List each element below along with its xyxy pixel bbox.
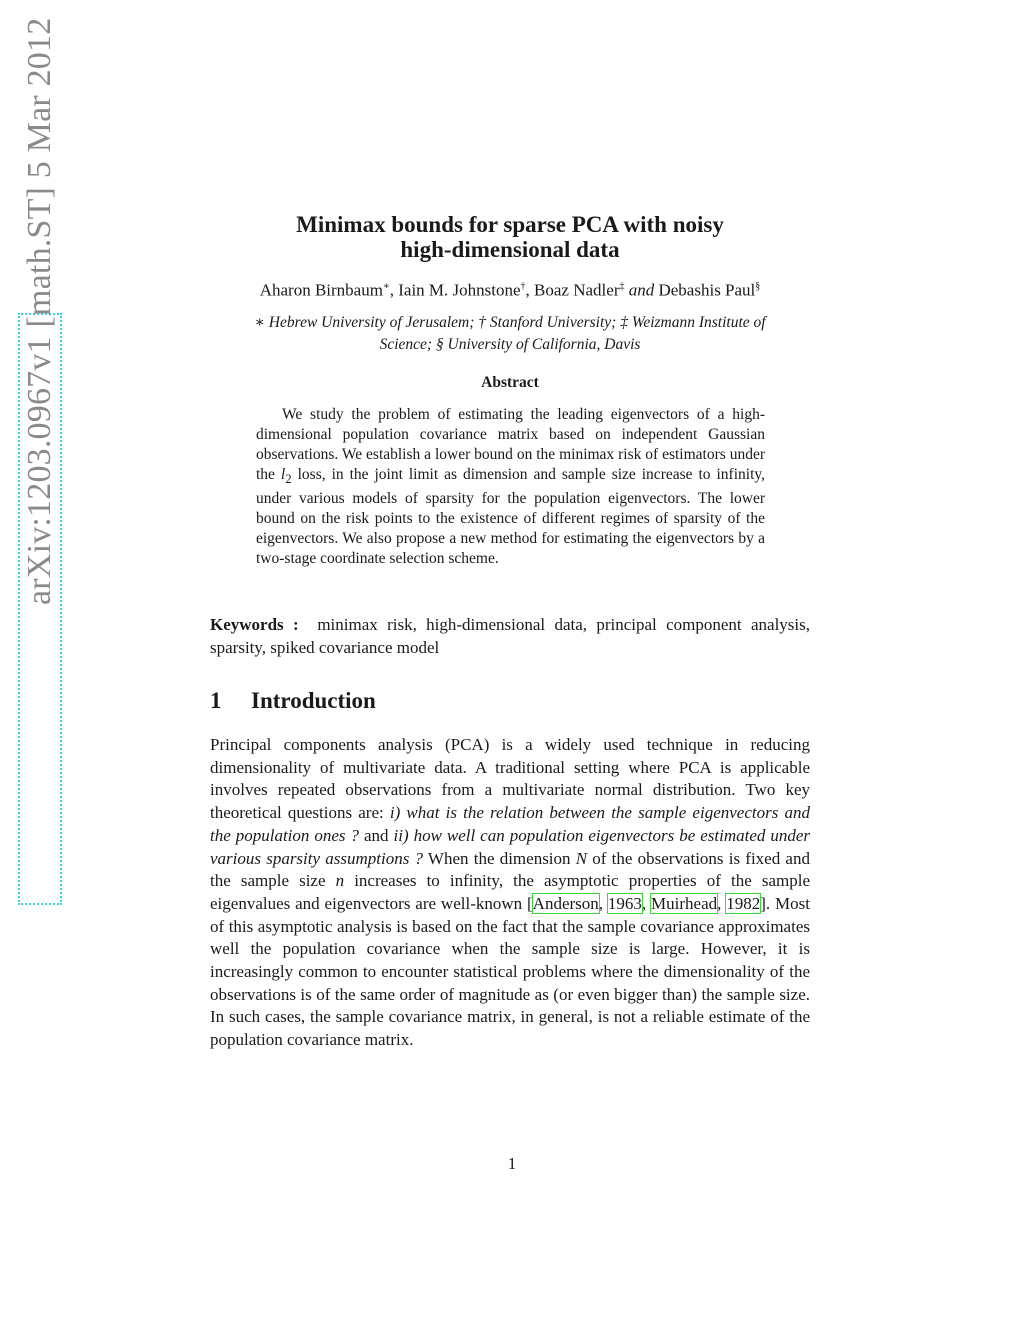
var-n: n xyxy=(335,871,345,891)
section-number: 1 xyxy=(210,688,222,713)
citation-link-anderson-year[interactable]: 1963 xyxy=(607,893,642,913)
title-line-2: high-dimensional data xyxy=(400,237,620,262)
author-conjunction: and xyxy=(628,280,655,300)
citation-link-anderson[interactable]: Anderson xyxy=(532,893,599,913)
abstract-heading: Abstract xyxy=(481,374,539,391)
affiliation-line-2: Science; § University of California, Davis xyxy=(379,336,641,353)
affiliations xyxy=(205,312,815,356)
intro-text-5: increases to infinity, the asymptotic properties of the sample eigenvalues and eigenvectors are well-known [ xyxy=(210,871,810,913)
intro-text-6: ]. Most of this asymptotic analysis is based on the fact that the sample covariance approximates well the population covariance when the sample size is large. However, it is increasingly common to encounter statistical problems where the dimensionality of the observations is of the same order of magnitude as (or even bigger than) the sample size. In such cases, the sample covariance matrix, in general, is not a reliable estimate of the population covariance matrix. xyxy=(210,893,810,1050)
author-2: Iain M. Johnstone xyxy=(398,280,521,300)
abstract-part-1: We study the problem of estimating the leading eigenvectors of a high-dimensional population covariance matrix based on independent Gaussian observations. We establish a lower bound on the minimax risk of estimators under the xyxy=(256,406,765,483)
intro-text-3: When the dimension xyxy=(423,848,576,868)
citation-link-muirhead[interactable]: Muirhead xyxy=(651,893,718,913)
intro-text-1: Principal components analysis (PCA) is a widely used technique in reducing dimensionality of multivariate data. A traditional setting where PCA is applicable involves repeated observations from a multivariate normal distribution. Two key theoretical questions are: xyxy=(210,735,810,823)
author-4-mark: § xyxy=(755,281,761,292)
author-3: Boaz Nadler xyxy=(534,280,620,300)
section-heading xyxy=(210,688,376,714)
author-3-mark: ‡ xyxy=(619,281,625,292)
citation-link-muirhead-year[interactable]: 1982 xyxy=(726,893,761,913)
loss-symbol: l xyxy=(280,466,286,483)
arxiv-stamp-text: arXiv:1203.0967v1 [math.ST] 5 Mar 2012 xyxy=(21,17,58,605)
loss-subscript: 2 xyxy=(285,471,292,487)
section-title: Introduction xyxy=(251,688,376,713)
title-line-1: Minimax bounds for sparse PCA with noisy xyxy=(296,212,724,237)
intro-text-4: of the observations is fixed and the sample size xyxy=(210,848,810,891)
abstract-text xyxy=(256,405,765,569)
abstract-part-2: loss, in the joint limit as dimension and sample size increase to infinity, under various models of sparsity for the population eigenvectors. The lower bound on the risk points to the existence of different regimes of sparsity of the eigenvectors. We also propose a new method for estimating the eigenvectors by a two-stage coordinate selection scheme. xyxy=(256,466,765,568)
affiliation-line-1: ∗ Hebrew University of Jerusalem; † Stanford University; ‡ Weizmann Institute of xyxy=(254,314,766,331)
intro-text-2: and xyxy=(359,825,394,845)
keywords xyxy=(210,613,810,659)
var-N: N xyxy=(575,848,588,868)
question-1: i) what is the relation between the sample eigenvectors and the population ones ? xyxy=(210,803,810,845)
page-number: 1 xyxy=(507,1154,517,1173)
intro-paragraph: Principal components analysis (PCA) is a widely used technique in reducing dimensionality of multivariate data. A traditional setting where PCA is applicable involves repeated observations from a multivariate normal distribution. Two key theoretical questions are: i) what is the relation between the sample eigenvectors and the population ones ? and ii) how well can population eigenvectors be estimated under various sparsity assumptions ? When the dimension N of the observations is fixed and the sample size n increases to infinity, the asymptotic properties of the sample eigenvalues and eigenvectors are well-known [Anderson, 1963, Muirhead, 1982]. Most of this asymptotic analysis is based on the fact that the sample covariance approximates well the population covariance when the sample size is large. However, it is increasingly common to encounter statistical problems where the dimensionality of the observations is of the same order of magnitude as (or even bigger than) the sample size. In such cases, the sample covariance matrix, in general, is not a reliable estimate of the population covariance matrix. xyxy=(210,735,810,1050)
author-list: Aharon Birnbaum∗, Iain M. Johnstone†, Boaz Nadler‡ and Debashis Paul§ xyxy=(259,280,761,300)
keywords-text: minimax risk, high-dimensional data, principal component analysis, sparsity, spiked covariance model xyxy=(210,615,810,657)
keywords-label: Keywords : xyxy=(210,615,299,634)
author-1-mark: ∗ xyxy=(382,281,390,292)
question-2: ii) how well can population eigenvectors be estimated under various sparsity assumptions ? xyxy=(210,825,810,868)
author-2-mark: † xyxy=(520,281,526,292)
paper-title xyxy=(210,212,810,262)
author-1: Aharon Birnbaum xyxy=(259,280,383,300)
author-4: Debashis Paul xyxy=(658,280,756,300)
